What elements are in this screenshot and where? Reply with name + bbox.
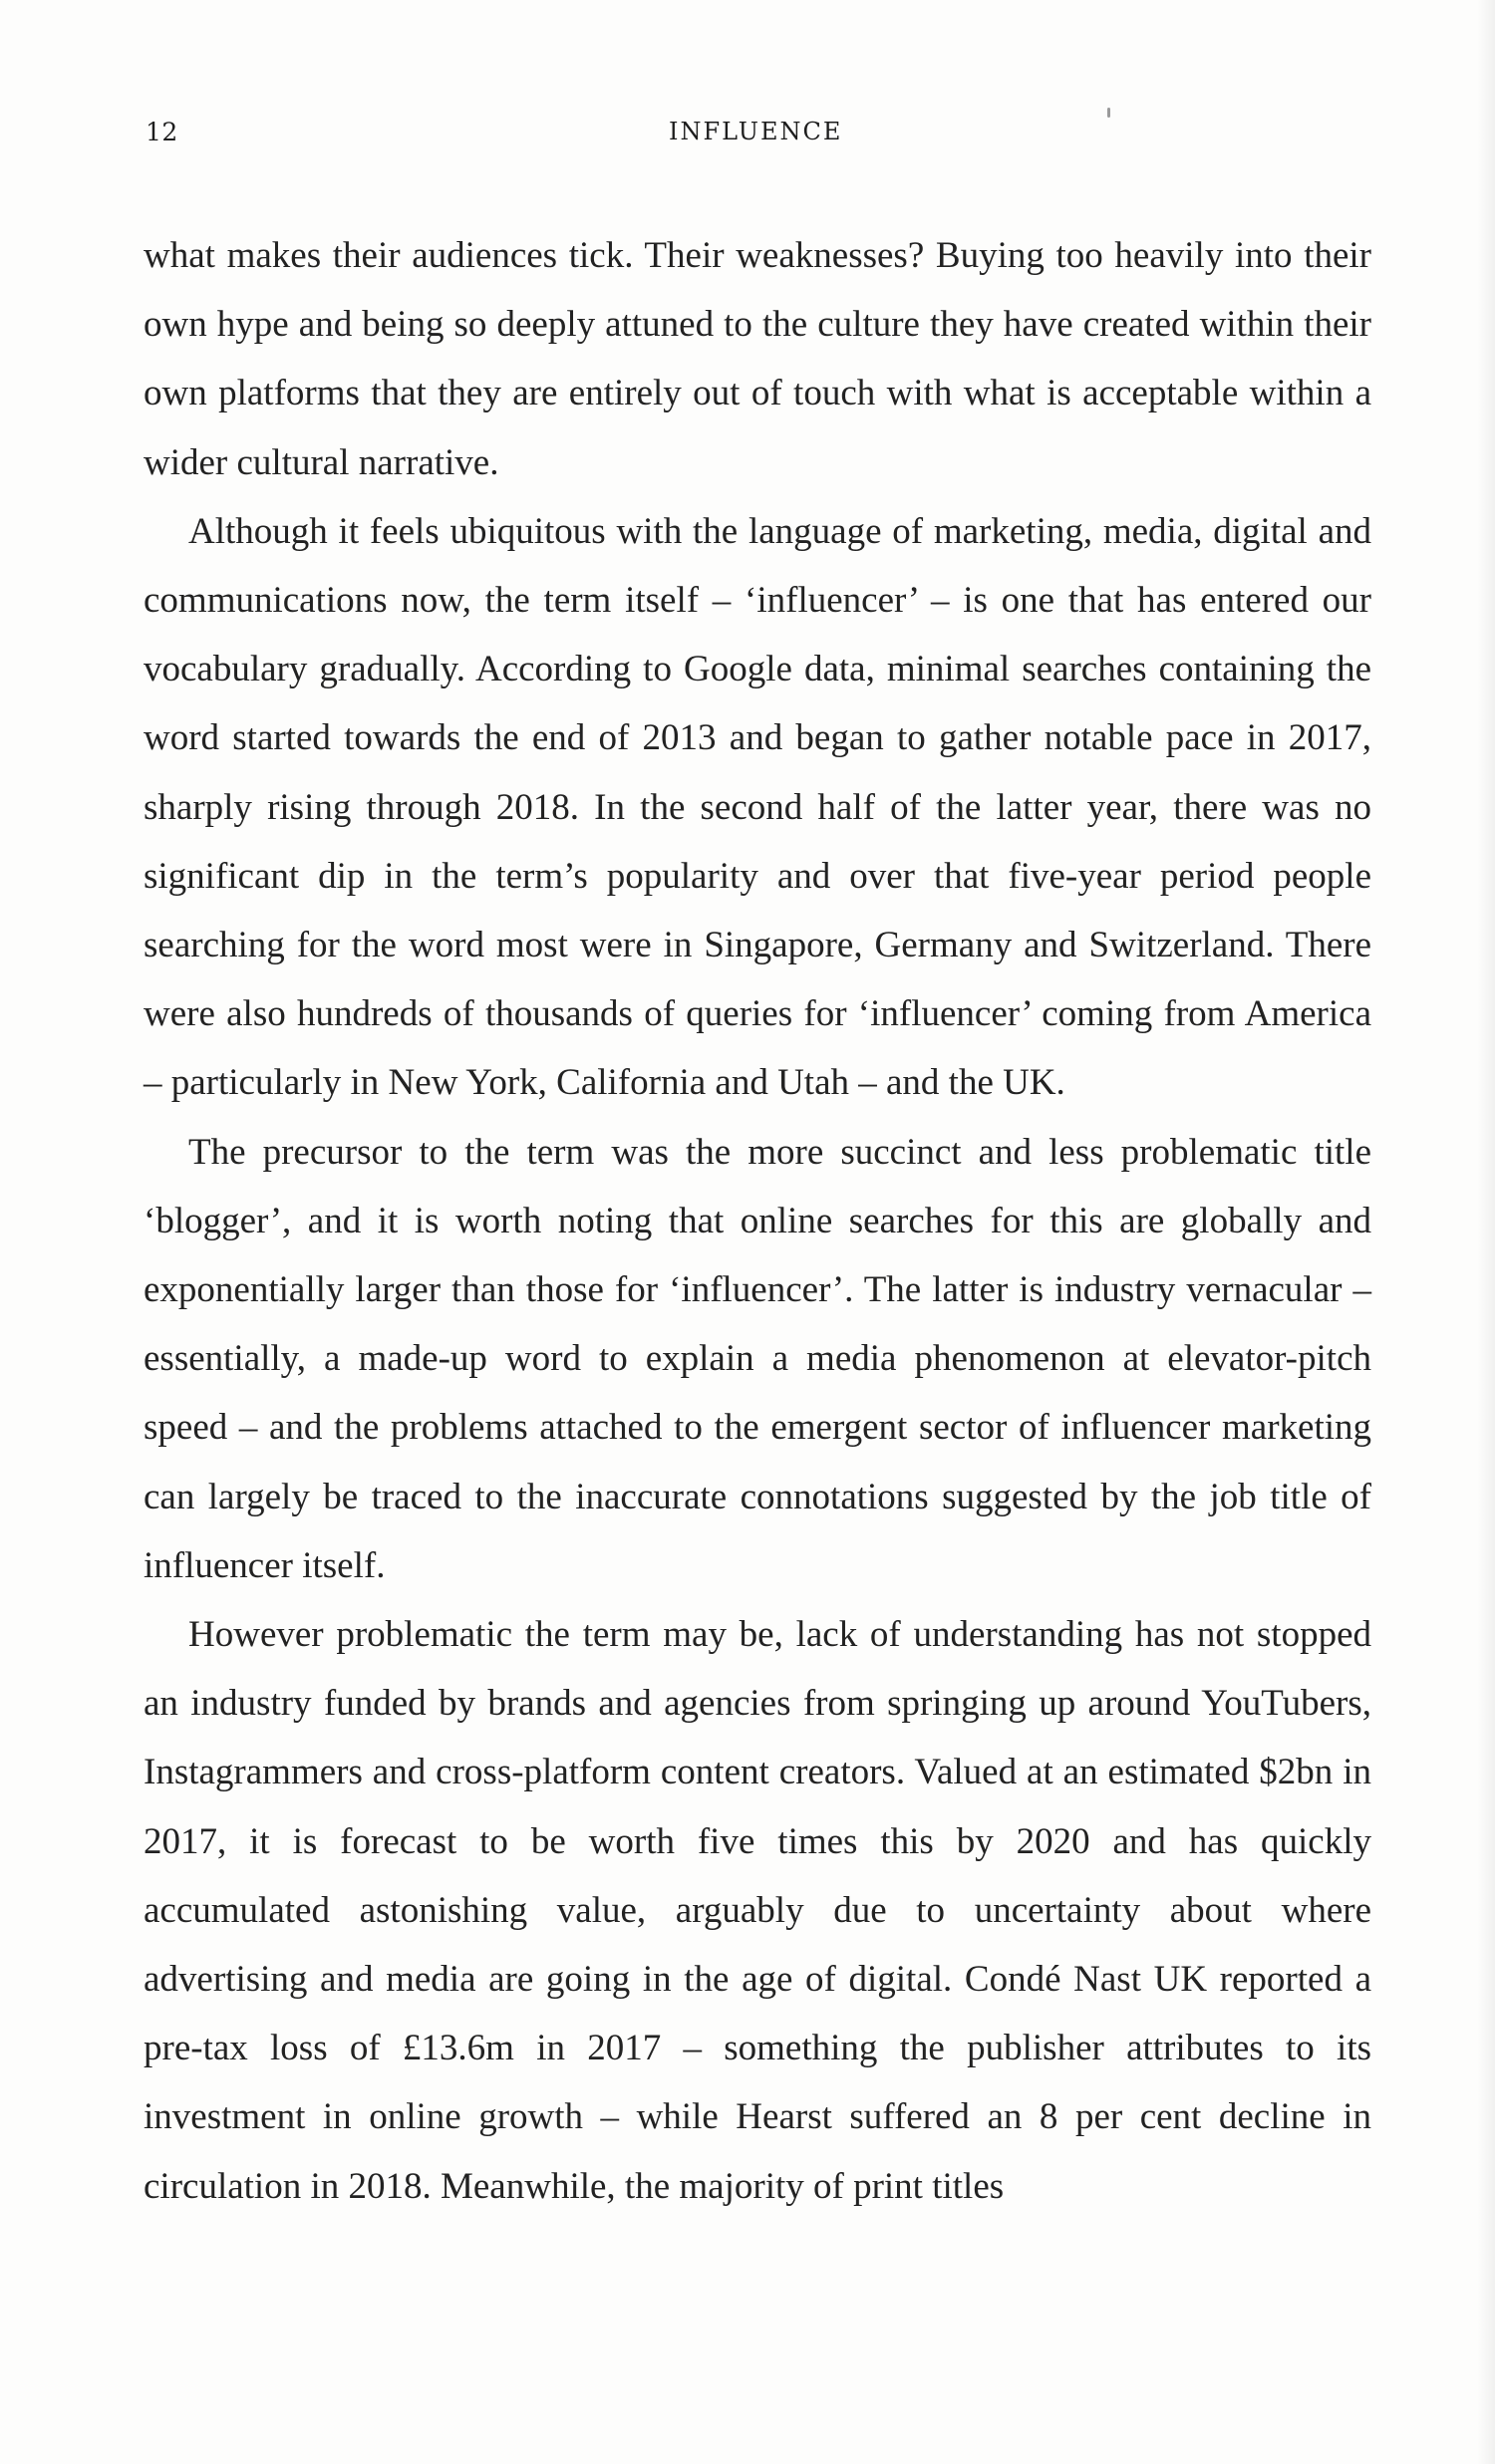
- paragraph-1: what makes their audiences tick. Their weaknesses? Buying too heavily into their own hype and being so deeply attuned to the culture they have created within their own platforms that they are entirely out of touch with what is acceptable within a wider cultural narrative.: [144, 235, 1371, 483]
- paragraph-3: The precursor to the term was the more succinct and less problematic title ‘blogger’, and it is worth noting that online searches for this are globally and exponentially larger than those for ‘influencer’. The latter is industry vernacular – essentially, a made-up word to explain a media phenomenon at elevator-pitch speed – and the problems attached to the emergent sector of influencer marketing can largely be traced to the inaccurate connotations suggested by the job title of influencer itself.: [144, 1131, 1371, 1586]
- paragraph-4: However problematic the term may be, lack of understanding has not stopped an industry funded by brands and agencies from springing up around YouTubers, Instagrammers and cross-platform content creators. Valued at an estimated $2bn in 2017, it is forecast to be worth five times this by 2020 and has quickly accumulated astonishing value, arguably due to uncertainty about where advertising and media are going in the age of digital. Condé Nast UK reported a pre-tax loss of £13.6m in 2017 – something the publisher attributes to its investment in online growth – while Hearst suffered an 8 per cent decline in circulation in 2018. Meanwhile, the majority of print titles: [144, 1614, 1371, 2207]
- page-edge-shadow: [1477, 0, 1495, 2464]
- scan-speck: [1107, 108, 1110, 118]
- running-title: INFLUENCE: [669, 118, 843, 145]
- paragraph-2: Although it feels ubiquitous with the language of marketing, media, digital and communications now, the term itself – ‘influencer’ – is one that has entered our vocabulary gradually. According to Google data, minimal searches containing the word started towards the end of 2013 and began to gather notable pace in 2017, sharply rising through 2018. In the second half of the latter year, there was no significant dip in the term’s popularity and over that five-year period people searching for the word most were in Singapore, Germany and Switzerland. There were also hundreds of thousands of queries for ‘influencer’ coming from America – particularly in New York, California and Utah – and the UK.: [144, 510, 1371, 1104]
- page-number: 12: [146, 118, 178, 146]
- running-head: [146, 118, 1371, 157]
- body-text: [144, 221, 1371, 2221]
